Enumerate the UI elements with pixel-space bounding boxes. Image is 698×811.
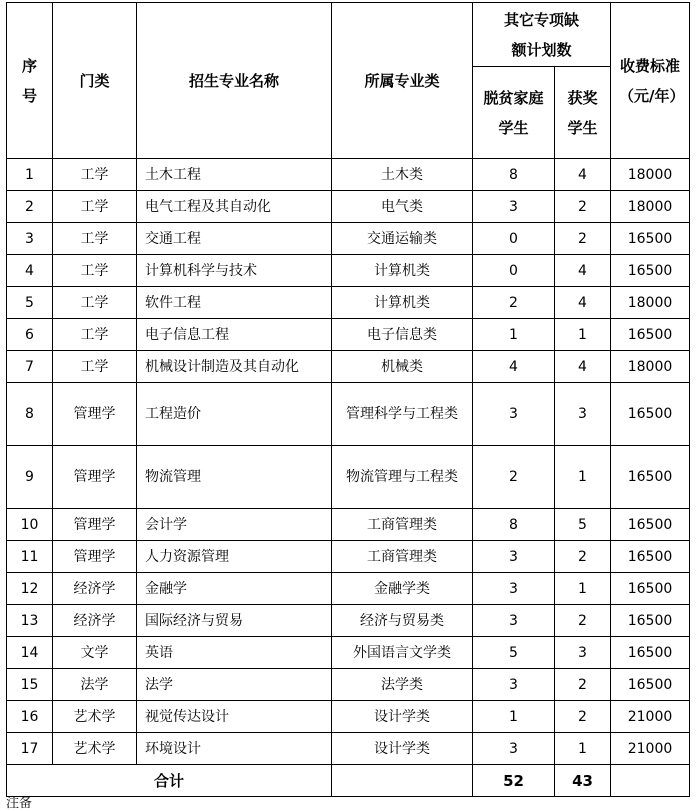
table-row — [7, 383, 690, 446]
row-no: 5 — [7, 287, 53, 319]
row-major: 国际经济与贸易 — [137, 605, 332, 637]
row-no: 13 — [7, 605, 53, 637]
row-category: 文学 — [53, 637, 137, 669]
total-empty — [332, 765, 473, 797]
row-poverty: 3 — [473, 573, 555, 605]
row-major-class: 设计学类 — [332, 733, 473, 765]
row-poverty: 2 — [473, 446, 555, 509]
row-fee: 16500 — [611, 573, 690, 605]
row-fee: 21000 — [611, 701, 690, 733]
row-award: 2 — [555, 541, 611, 573]
row-award: 2 — [555, 605, 611, 637]
table-row — [7, 605, 690, 637]
row-major: 工程造价 — [137, 383, 332, 446]
row-major-class: 工商管理类 — [332, 509, 473, 541]
row-fee: 16500 — [611, 446, 690, 509]
row-major: 机械设计制造及其自动化 — [137, 351, 332, 383]
row-poverty: 1 — [473, 701, 555, 733]
row-poverty: 3 — [473, 541, 555, 573]
row-major-class: 电气类 — [332, 191, 473, 223]
row-category: 工学 — [53, 319, 137, 351]
row-major: 法学 — [137, 669, 332, 701]
footnote: 注备 — [6, 796, 33, 811]
table-row — [7, 319, 690, 351]
row-fee: 16500 — [611, 509, 690, 541]
row-no: 1 — [7, 159, 53, 191]
total-fee-empty — [611, 765, 690, 797]
header-poverty: 脱贫家庭学生 — [473, 67, 555, 159]
row-category: 法学 — [53, 669, 137, 701]
row-fee: 21000 — [611, 733, 690, 765]
total-award: 43 — [555, 765, 611, 797]
row-category: 管理学 — [53, 383, 137, 446]
row-category: 工学 — [53, 287, 137, 319]
row-fee: 16500 — [611, 669, 690, 701]
table-row — [7, 509, 690, 541]
row-poverty: 8 — [473, 509, 555, 541]
row-poverty: 5 — [473, 637, 555, 669]
row-no: 14 — [7, 637, 53, 669]
row-poverty: 8 — [473, 159, 555, 191]
row-category: 工学 — [53, 191, 137, 223]
row-award: 1 — [555, 319, 611, 351]
row-major: 电子信息工程 — [137, 319, 332, 351]
row-award: 1 — [555, 573, 611, 605]
row-major: 视觉传达设计 — [137, 701, 332, 733]
row-no: 12 — [7, 573, 53, 605]
row-award: 2 — [555, 701, 611, 733]
row-category: 工学 — [53, 351, 137, 383]
total-row — [7, 765, 690, 797]
row-fee: 16500 — [611, 383, 690, 446]
row-fee: 18000 — [611, 287, 690, 319]
row-no: 16 — [7, 701, 53, 733]
row-poverty: 0 — [473, 255, 555, 287]
row-no: 17 — [7, 733, 53, 765]
row-major: 物流管理 — [137, 446, 332, 509]
row-major-class: 管理科学与工程类 — [332, 383, 473, 446]
header-quota-group: 其它专项缺额计划数 — [473, 3, 611, 67]
table-row — [7, 541, 690, 573]
row-no: 3 — [7, 223, 53, 255]
row-poverty: 3 — [473, 733, 555, 765]
row-category: 管理学 — [53, 541, 137, 573]
row-major: 电气工程及其自动化 — [137, 191, 332, 223]
row-poverty: 2 — [473, 287, 555, 319]
row-award: 4 — [555, 255, 611, 287]
row-no: 4 — [7, 255, 53, 287]
row-major-class: 物流管理与工程类 — [332, 446, 473, 509]
row-major: 英语 — [137, 637, 332, 669]
row-award: 4 — [555, 287, 611, 319]
row-no: 6 — [7, 319, 53, 351]
row-poverty: 3 — [473, 191, 555, 223]
row-no: 7 — [7, 351, 53, 383]
row-major: 计算机科学与技术 — [137, 255, 332, 287]
row-poverty: 0 — [473, 223, 555, 255]
header-major-class: 所属专业类 — [332, 3, 473, 159]
row-major-class: 土木类 — [332, 159, 473, 191]
row-category: 工学 — [53, 223, 137, 255]
table-row — [7, 159, 690, 191]
row-award: 3 — [555, 637, 611, 669]
row-poverty: 3 — [473, 605, 555, 637]
table-row — [7, 701, 690, 733]
row-poverty: 1 — [473, 319, 555, 351]
row-major: 交通工程 — [137, 223, 332, 255]
header-award: 获奖学生 — [555, 67, 611, 159]
row-poverty: 3 — [473, 669, 555, 701]
enrollment-table — [6, 2, 690, 797]
row-award: 3 — [555, 383, 611, 446]
row-fee: 18000 — [611, 159, 690, 191]
header-fee: 收费标准（元/年） — [611, 3, 690, 159]
row-major: 土木工程 — [137, 159, 332, 191]
row-major-class: 法学类 — [332, 669, 473, 701]
row-major: 会计学 — [137, 509, 332, 541]
header-no: 序号 — [7, 3, 53, 159]
row-major-class: 经济与贸易类 — [332, 605, 473, 637]
row-major: 金融学 — [137, 573, 332, 605]
row-category: 经济学 — [53, 573, 137, 605]
table-row — [7, 223, 690, 255]
header-major: 招生专业名称 — [137, 3, 332, 159]
row-major-class: 金融学类 — [332, 573, 473, 605]
row-category: 艺术学 — [53, 733, 137, 765]
row-category: 经济学 — [53, 605, 137, 637]
total-poverty: 52 — [473, 765, 555, 797]
row-category: 工学 — [53, 255, 137, 287]
row-poverty: 4 — [473, 351, 555, 383]
row-award: 1 — [555, 733, 611, 765]
row-award: 4 — [555, 351, 611, 383]
row-major: 软件工程 — [137, 287, 332, 319]
row-category: 管理学 — [53, 509, 137, 541]
table-row — [7, 573, 690, 605]
row-award: 2 — [555, 669, 611, 701]
row-award: 2 — [555, 191, 611, 223]
row-no: 9 — [7, 446, 53, 509]
row-major: 人力资源管理 — [137, 541, 332, 573]
row-no: 11 — [7, 541, 53, 573]
table-row — [7, 669, 690, 701]
header-category: 门类 — [53, 3, 137, 159]
table-row — [7, 351, 690, 383]
row-award: 1 — [555, 446, 611, 509]
row-no: 15 — [7, 669, 53, 701]
table-row — [7, 287, 690, 319]
row-fee: 18000 — [611, 191, 690, 223]
row-no: 8 — [7, 383, 53, 446]
row-fee: 18000 — [611, 351, 690, 383]
row-major-class: 电子信息类 — [332, 319, 473, 351]
row-major-class: 计算机类 — [332, 287, 473, 319]
row-award: 2 — [555, 223, 611, 255]
row-major-class: 计算机类 — [332, 255, 473, 287]
row-major-class: 设计学类 — [332, 701, 473, 733]
row-award: 4 — [555, 159, 611, 191]
row-fee: 16500 — [611, 319, 690, 351]
table-row — [7, 637, 690, 669]
row-fee: 16500 — [611, 541, 690, 573]
table-row — [7, 733, 690, 765]
row-award: 5 — [555, 509, 611, 541]
row-major-class: 交通运输类 — [332, 223, 473, 255]
row-category: 管理学 — [53, 446, 137, 509]
row-no: 10 — [7, 509, 53, 541]
row-category: 工学 — [53, 159, 137, 191]
total-label: 合计 — [7, 765, 332, 797]
row-poverty: 3 — [473, 383, 555, 446]
row-fee: 16500 — [611, 223, 690, 255]
table-row — [7, 255, 690, 287]
row-fee: 16500 — [611, 255, 690, 287]
row-major: 环境设计 — [137, 733, 332, 765]
row-fee: 16500 — [611, 637, 690, 669]
table-row — [7, 191, 690, 223]
row-major-class: 外国语言文学类 — [332, 637, 473, 669]
row-fee: 16500 — [611, 605, 690, 637]
row-major-class: 机械类 — [332, 351, 473, 383]
row-no: 2 — [7, 191, 53, 223]
table-row — [7, 446, 690, 509]
row-major-class: 工商管理类 — [332, 541, 473, 573]
row-category: 艺术学 — [53, 701, 137, 733]
